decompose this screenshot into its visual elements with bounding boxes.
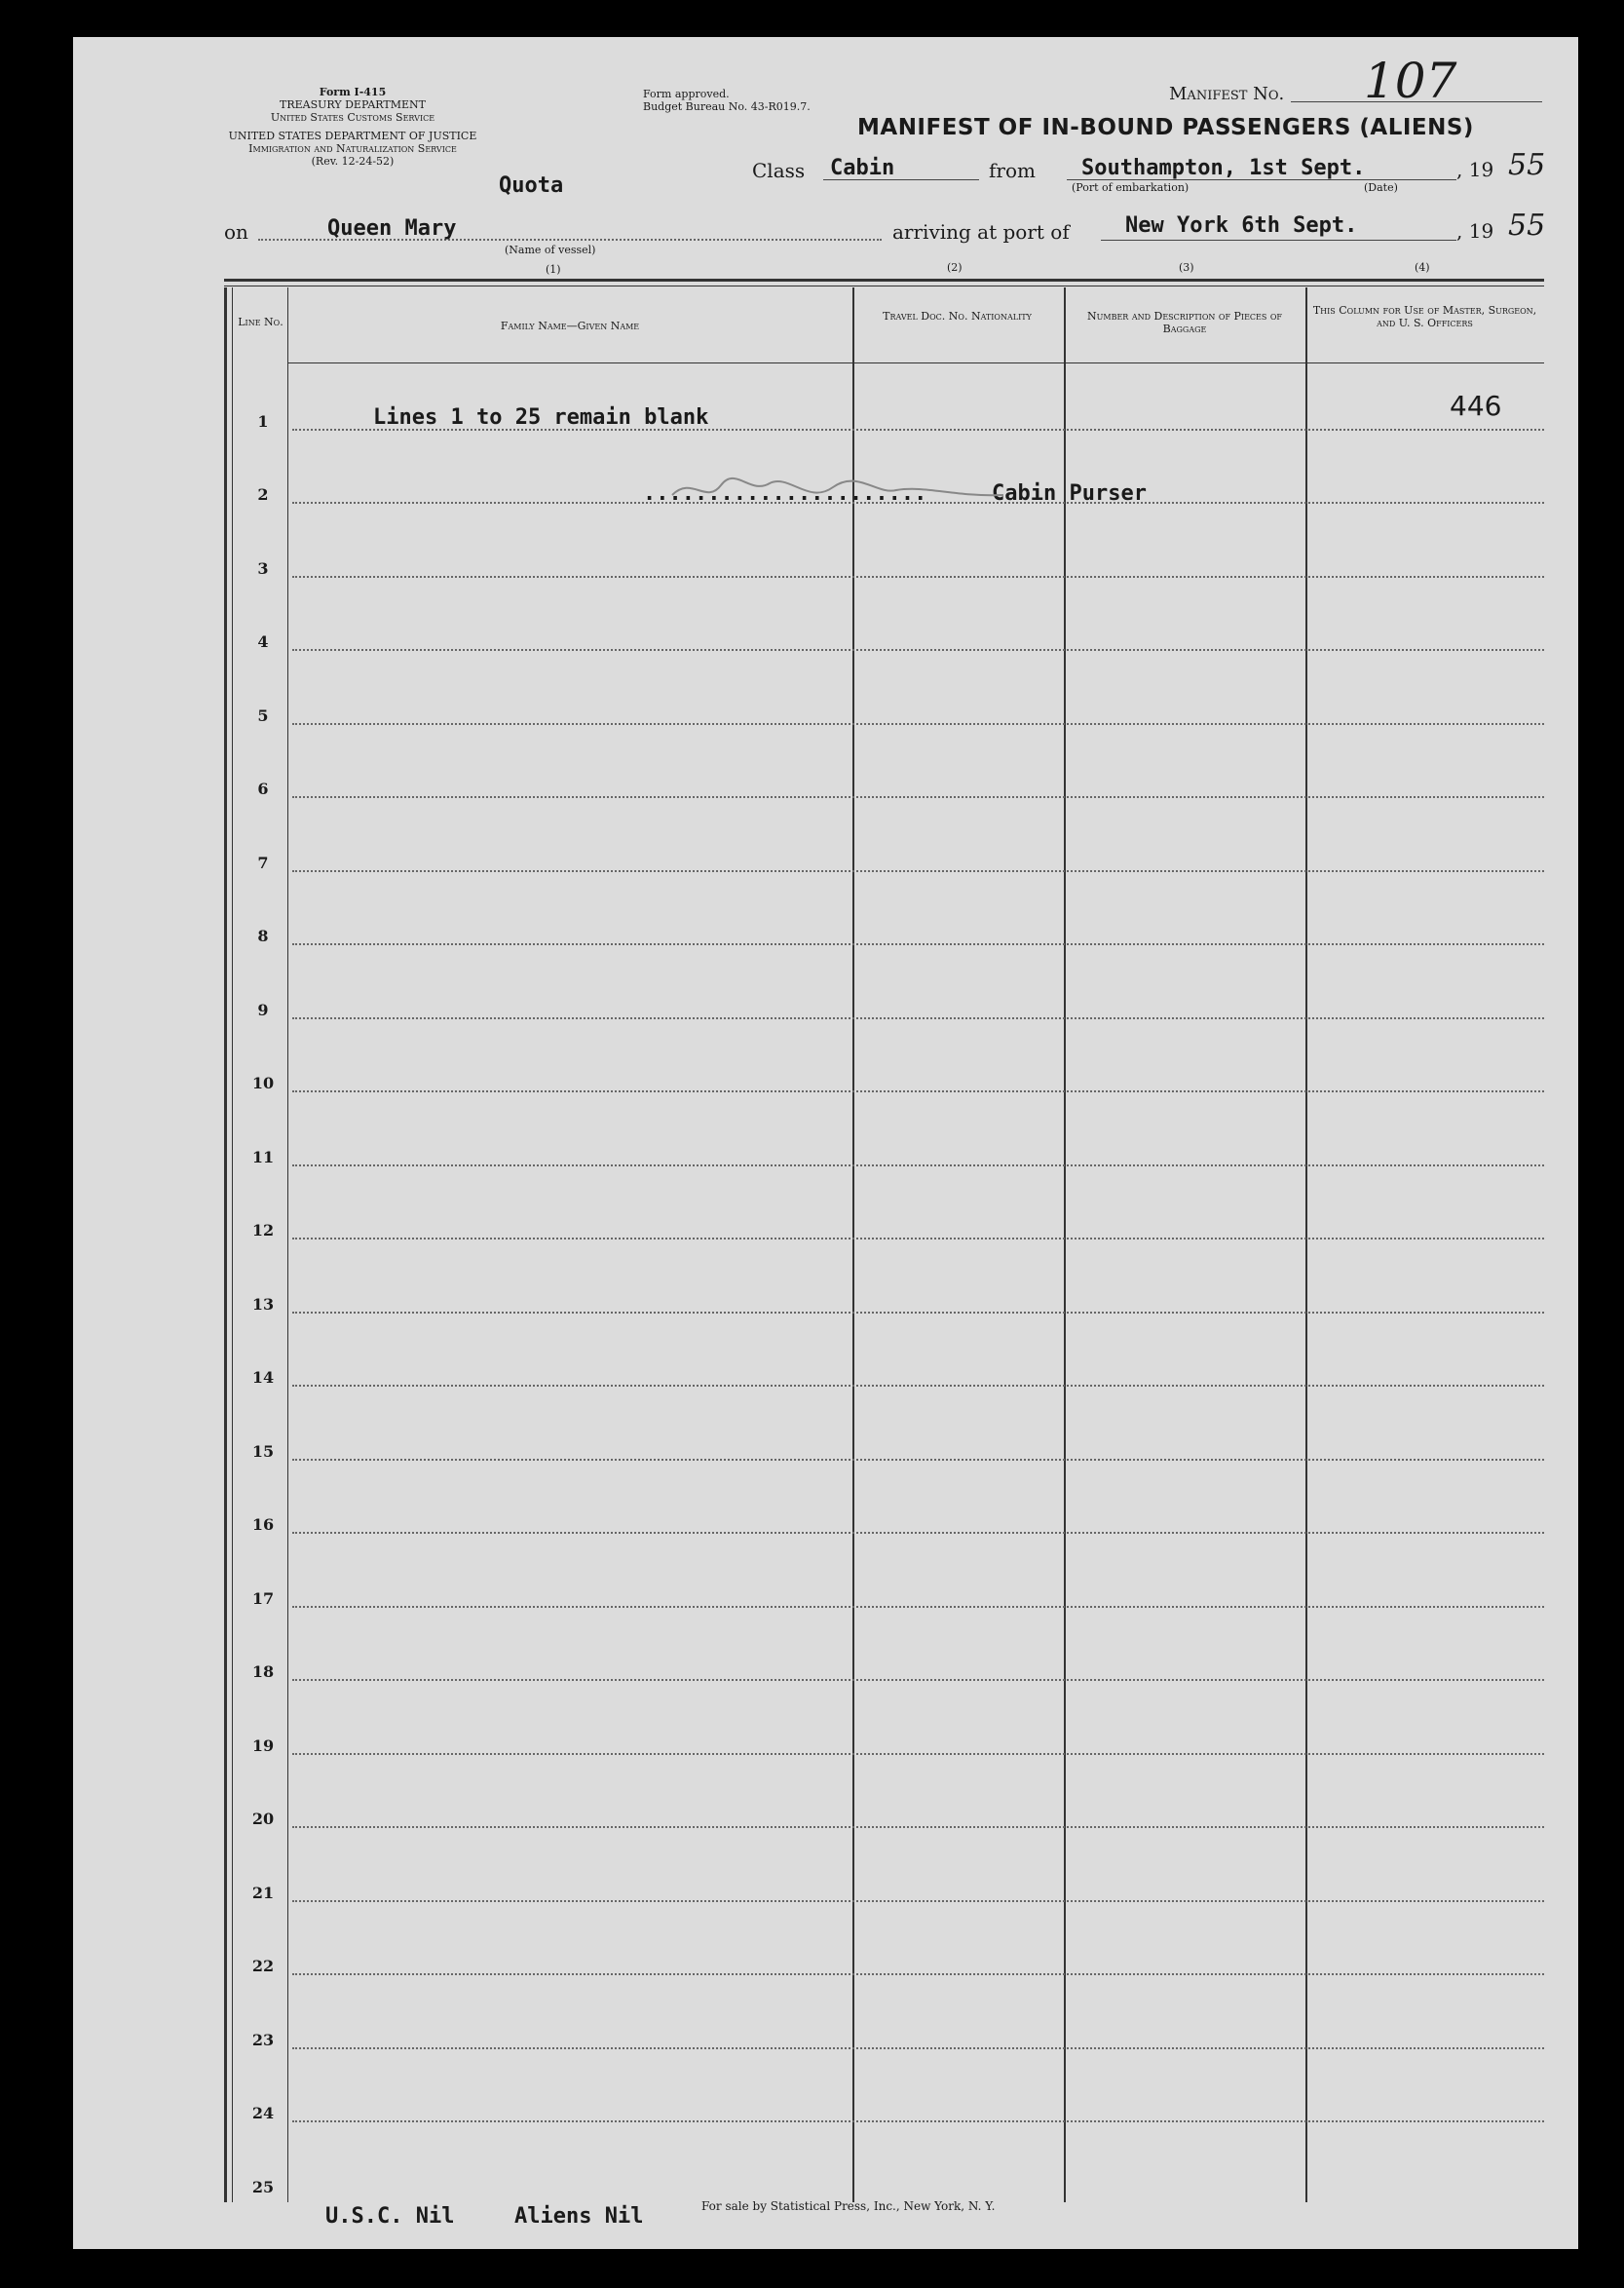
col-marker-2: (2): [947, 261, 963, 274]
line-number: 8: [257, 927, 269, 945]
manifest-title: MANIFEST OF IN-BOUND PASSENGERS (ALIENS): [857, 115, 1474, 140]
class-value: Cabin: [830, 156, 895, 180]
line-number: 1: [257, 411, 269, 431]
table-top-rule: [224, 279, 1544, 282]
table-left-border: [224, 287, 227, 2202]
line-number: 7: [257, 853, 269, 872]
line-number: 22: [251, 1957, 275, 1975]
header-baggage: Number and Description of Pieces of Baggage: [1087, 310, 1282, 335]
line-number: 24: [251, 2104, 275, 2122]
port-embarkation-caption: (Port of embarkation): [1072, 181, 1190, 194]
header-bottom-rule: [287, 362, 1544, 363]
row-line: [292, 723, 1544, 725]
form-block: [226, 86, 479, 168]
row-line: [292, 796, 1544, 798]
row-line: [292, 1017, 1544, 1019]
line-number: 18: [251, 1662, 275, 1681]
line-number: 23: [251, 2030, 275, 2049]
quota-label: Quota: [499, 173, 564, 198]
line-number: 6: [257, 780, 269, 798]
row-line: [292, 1973, 1544, 1975]
row-line: [292, 1900, 1544, 1902]
header-family-name: Family Name—Given Name: [500, 320, 640, 332]
col-marker-3: (3): [1179, 261, 1194, 274]
row-line: [292, 1753, 1544, 1755]
row-line: [292, 1679, 1544, 1681]
row-line: [292, 870, 1544, 872]
line-number: 20: [251, 1810, 275, 1828]
line-number: 13: [251, 1294, 275, 1314]
row-line: [292, 649, 1544, 651]
line-number: 10: [251, 1074, 275, 1092]
line-number: 19: [251, 1735, 275, 1755]
year2-value: 55: [1508, 209, 1546, 243]
form-revision: (Rev. 12-24-52): [311, 155, 395, 168]
header-officers: This Column for Use of Master, Surgeon, and U. S. Officers: [1312, 304, 1537, 329]
manifest-no-label: Manifest No.: [1169, 84, 1285, 104]
line-number: 21: [251, 1883, 275, 1902]
line-number: 2: [257, 485, 269, 504]
line-number: 25: [251, 2177, 275, 2196]
row-line: [292, 1164, 1544, 1166]
row-line: [292, 943, 1544, 945]
arriving-label: arriving at port of: [892, 220, 1070, 244]
arriving-value: New York 6th Sept.: [1125, 213, 1358, 238]
manifest-no-value: 107: [1364, 53, 1457, 109]
from-label: from: [989, 159, 1036, 182]
ins-service: Immigration and Naturalization Service: [248, 142, 457, 155]
vessel-value: Queen Mary: [327, 216, 457, 241]
year2-prefix: , 19: [1456, 219, 1494, 243]
line-number: 4: [257, 632, 269, 651]
officer-number: 446: [1450, 390, 1502, 422]
on-label: on: [224, 220, 248, 244]
col-marker-4: (4): [1415, 261, 1430, 274]
row-line: [292, 1459, 1544, 1461]
header-travel-doc: Travel Doc. No. Nationality: [883, 310, 1032, 323]
line-number: 5: [257, 705, 269, 725]
footer-printer: For sale by Statistical Press, Inc., New York, N. Y.: [701, 2199, 996, 2213]
row-line: [292, 2047, 1544, 2049]
entry-remain-blank: Lines 1 to 25 remain blank: [373, 405, 709, 430]
vessel-caption: (Name of vessel): [505, 244, 596, 256]
from-value: Southampton, 1st Sept.: [1081, 156, 1366, 180]
dept-treasury: TREASURY DEPARTMENT: [280, 98, 426, 111]
purser-signature: [662, 466, 1013, 515]
line-number: 16: [251, 1515, 275, 1534]
year-prefix: , 19: [1456, 158, 1494, 181]
class-label: Class: [752, 159, 806, 182]
col-divider-line-no: [287, 287, 288, 2202]
row-line: [292, 2120, 1544, 2122]
line-number: 3: [257, 558, 269, 578]
row-line: [292, 1826, 1544, 1828]
dept-justice: UNITED STATES DEPARTMENT OF JUSTICE: [228, 130, 477, 142]
row-line: [292, 1312, 1544, 1314]
header-line-no: Line No.: [238, 316, 283, 328]
form-number: Form I-415: [319, 86, 387, 98]
form-approved: [643, 88, 811, 113]
date-caption: (Date): [1364, 181, 1398, 194]
row-line: [292, 1532, 1544, 1534]
line-number: 14: [251, 1368, 275, 1387]
form-approved-line: Form approved.: [643, 88, 730, 100]
footer-aliens: Aliens Nil: [514, 2204, 644, 2229]
row-line: [292, 576, 1544, 578]
year-value: 55: [1508, 148, 1546, 182]
row-line: [292, 1238, 1544, 1239]
line-number: 15: [251, 1441, 275, 1461]
manifest-page: [73, 37, 1578, 2249]
row-line: [292, 1606, 1544, 1608]
footer-usc: U.S.C. Nil: [325, 2204, 455, 2229]
table-left-border-2: [232, 287, 233, 2202]
row-line: [292, 1385, 1544, 1387]
customs-service: United States Customs Service: [270, 111, 435, 124]
col-marker-1: (1): [546, 263, 561, 276]
line-number: 12: [251, 1221, 275, 1239]
row-line: [292, 1090, 1544, 1092]
entry-cabin-purser: Cabin Purser: [992, 481, 1147, 506]
budget-bureau-line: Budget Bureau No. 43-R019.7.: [643, 100, 811, 113]
arriving-line: [1101, 240, 1456, 241]
line-number: 17: [251, 1588, 275, 1608]
line-number: 9: [257, 1000, 269, 1019]
line-number: 11: [251, 1147, 275, 1166]
entry-purser-dots: ......................: [643, 481, 927, 506]
